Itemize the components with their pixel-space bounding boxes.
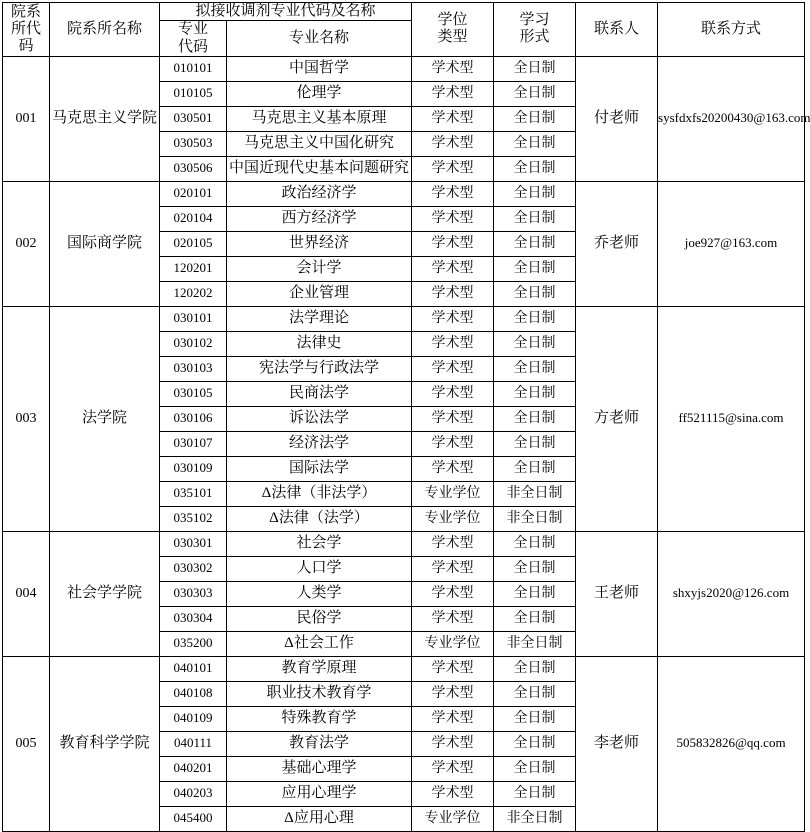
degree-type-cell: 学术型 [412, 331, 494, 356]
major-code-cell: 030109 [160, 456, 227, 481]
degree-type-cell: 学术型 [412, 731, 494, 756]
major-name-cell: 应用心理学 [227, 781, 412, 806]
study-form-cell: 全日制 [494, 381, 576, 406]
major-name-cell: 企业管理 [227, 281, 412, 306]
major-name-cell: 教育学原理 [227, 656, 412, 681]
study-form-cell: 全日制 [494, 106, 576, 131]
major-name-cell: 政治经济学 [227, 181, 412, 206]
dept-name-cell: 法学院 [50, 306, 160, 531]
major-code-cell: 040109 [160, 706, 227, 731]
table-row [3, 656, 805, 681]
study-form-cell: 非全日制 [494, 806, 576, 831]
major-code-cell: 010101 [160, 56, 227, 81]
table-row [3, 181, 805, 206]
dept-name-cell: 国际商学院 [50, 181, 160, 306]
major-name-cell: 人口学 [227, 556, 412, 581]
study-form-cell: 全日制 [494, 781, 576, 806]
major-name-cell: 基础心理学 [227, 756, 412, 781]
table-header [3, 3, 805, 57]
header-dept-code-line1: 院系 [10, 3, 41, 20]
study-form-cell: 全日制 [494, 656, 576, 681]
study-form-cell: 全日制 [494, 456, 576, 481]
major-code-cell: 030301 [160, 531, 227, 556]
dept-code-cell: 003 [3, 306, 50, 531]
major-code-cell: 030103 [160, 356, 227, 381]
major-code-cell: 035200 [160, 631, 227, 656]
study-form-cell: 全日制 [494, 281, 576, 306]
major-name-cell: 宪法学与行政法学 [227, 356, 412, 381]
degree-type-cell: 学术型 [412, 231, 494, 256]
header-degree-type [412, 3, 494, 57]
major-code-cell: 040101 [160, 656, 227, 681]
degree-type-cell: 专业学位 [412, 631, 494, 656]
degree-type-cell: 学术型 [412, 81, 494, 106]
header-major-group: 拟接收调剂专业代码及名称 [160, 3, 412, 21]
header-study-form [494, 3, 576, 57]
major-name-cell: 特殊教育学 [227, 706, 412, 731]
contact-person-cell: 王老师 [576, 531, 658, 656]
adjustment-majors-table [2, 2, 810, 832]
major-name-cell: 法律史 [227, 331, 412, 356]
major-code-cell: 030101 [160, 306, 227, 331]
major-code-cell: 030304 [160, 606, 227, 631]
major-name-cell: 经济法学 [227, 431, 412, 456]
major-code-cell: 020101 [160, 181, 227, 206]
major-code-cell: 030105 [160, 381, 227, 406]
major-code-cell: 040201 [160, 756, 227, 781]
major-code-cell: 020104 [160, 206, 227, 231]
degree-type-cell: 学术型 [412, 456, 494, 481]
major-name-cell: 马克思主义基本原理 [227, 106, 412, 131]
dept-code-cell: 001 [3, 56, 50, 181]
major-name-cell: 西方经济学 [227, 206, 412, 231]
study-form-cell: 全日制 [494, 606, 576, 631]
degree-type-cell: 学术型 [412, 706, 494, 731]
degree-type-cell: 学术型 [412, 131, 494, 156]
contact-info-cell: sysfdxfs20200430@163.com [658, 56, 805, 181]
degree-type-cell: 专业学位 [412, 506, 494, 531]
study-form-cell: 非全日制 [494, 481, 576, 506]
major-name-cell: 人类学 [227, 581, 412, 606]
major-code-cell: 030303 [160, 581, 227, 606]
degree-type-cell: 学术型 [412, 256, 494, 281]
major-name-cell: 教育法学 [227, 731, 412, 756]
major-name-cell: 中国哲学 [227, 56, 412, 81]
header-major-name: 专业名称 [227, 21, 412, 57]
major-name-cell: 诉讼法学 [227, 406, 412, 431]
adjustment-majors-table-sheet [2, 2, 808, 832]
degree-type-cell: 学术型 [412, 56, 494, 81]
degree-type-cell: 学术型 [412, 281, 494, 306]
contact-person-cell: 李老师 [576, 656, 658, 831]
study-form-cell: 全日制 [494, 581, 576, 606]
degree-type-cell: 学术型 [412, 556, 494, 581]
table-body [3, 56, 810, 831]
major-code-cell: 040108 [160, 681, 227, 706]
study-form-cell: 全日制 [494, 406, 576, 431]
header-degree-type-line1: 学位 [437, 12, 468, 29]
header-major-code-line1: 专业 [177, 21, 208, 38]
study-form-cell: 全日制 [494, 231, 576, 256]
study-form-cell: 全日制 [494, 706, 576, 731]
dept-name-cell: 社会学学院 [50, 531, 160, 656]
major-name-cell: 社会学 [227, 531, 412, 556]
contact-person-cell: 付老师 [576, 56, 658, 181]
major-name-cell: 国际法学 [227, 456, 412, 481]
major-code-cell: 030302 [160, 556, 227, 581]
major-code-cell: 030501 [160, 106, 227, 131]
degree-type-cell: 学术型 [412, 381, 494, 406]
major-code-cell: 010105 [160, 81, 227, 106]
degree-type-cell: 学术型 [412, 406, 494, 431]
major-code-cell: 030503 [160, 131, 227, 156]
major-name-cell: 中国近现代史基本问题研究 [227, 156, 412, 181]
header-dept-code-line2: 所代 [10, 20, 41, 37]
study-form-cell: 全日制 [494, 131, 576, 156]
major-code-cell: 045400 [160, 806, 227, 831]
study-form-cell: 全日制 [494, 331, 576, 356]
major-code-cell: 020105 [160, 231, 227, 256]
table-row [3, 531, 805, 556]
study-form-cell: 全日制 [494, 206, 576, 231]
header-contact-info: 联系方式 [658, 3, 805, 57]
header-study-form-line1: 学习 [519, 12, 550, 29]
study-form-cell: 全日制 [494, 56, 576, 81]
contact-info-cell: joe927@163.com [658, 181, 805, 306]
dept-name-cell: 马克思主义学院 [50, 56, 160, 181]
major-name-cell: 法学理论 [227, 306, 412, 331]
degree-type-cell: 学术型 [412, 781, 494, 806]
major-code-cell: 040203 [160, 781, 227, 806]
study-form-cell: 全日制 [494, 256, 576, 281]
degree-type-cell: 学术型 [412, 356, 494, 381]
study-form-cell: 全日制 [494, 431, 576, 456]
major-name-cell: 民商法学 [227, 381, 412, 406]
degree-type-cell: 学术型 [412, 581, 494, 606]
study-form-cell: 全日制 [494, 356, 576, 381]
major-code-cell: 035102 [160, 506, 227, 531]
study-form-cell: 非全日制 [494, 631, 576, 656]
header-dept-code [3, 3, 50, 57]
major-code-cell: 035101 [160, 481, 227, 506]
dept-code-cell: 005 [3, 656, 50, 831]
study-form-cell: 全日制 [494, 81, 576, 106]
major-name-cell: Δ法律（非法学） [227, 481, 412, 506]
header-row-1 [3, 3, 805, 21]
degree-type-cell: 学术型 [412, 181, 494, 206]
dept-code-cell: 004 [3, 531, 50, 656]
major-code-cell: 040111 [160, 731, 227, 756]
contact-info-cell: shxyjs2020@126.com [658, 531, 805, 656]
table-row [3, 306, 805, 331]
major-name-cell: Δ应用心理 [227, 806, 412, 831]
degree-type-cell: 学术型 [412, 106, 494, 131]
contact-person-cell: 乔老师 [576, 181, 658, 306]
degree-type-cell: 学术型 [412, 531, 494, 556]
degree-type-cell: 学术型 [412, 656, 494, 681]
major-name-cell: Δ法律（法学） [227, 506, 412, 531]
major-name-cell: 世界经济 [227, 231, 412, 256]
degree-type-cell: 学术型 [412, 306, 494, 331]
degree-type-cell: 学术型 [412, 681, 494, 706]
header-dept-name: 院系所名称 [50, 3, 160, 57]
study-form-cell: 全日制 [494, 156, 576, 181]
study-form-cell: 非全日制 [494, 506, 576, 531]
degree-type-cell: 学术型 [412, 756, 494, 781]
contact-info-cell: 505832826@qq.com [658, 656, 805, 831]
table-row [3, 56, 805, 81]
study-form-cell: 全日制 [494, 181, 576, 206]
degree-type-cell: 专业学位 [412, 481, 494, 506]
header-major-code [160, 21, 227, 57]
study-form-cell: 全日制 [494, 681, 576, 706]
contact-info-cell: ff521115@sina.com [658, 306, 805, 531]
major-name-cell: 职业技术教育学 [227, 681, 412, 706]
header-degree-type-line2: 类型 [437, 29, 468, 46]
major-code-cell: 120202 [160, 281, 227, 306]
major-name-cell: 会计学 [227, 256, 412, 281]
degree-type-cell: 专业学位 [412, 806, 494, 831]
study-form-cell: 全日制 [494, 756, 576, 781]
major-code-cell: 030107 [160, 431, 227, 456]
major-code-cell: 120201 [160, 256, 227, 281]
major-name-cell: 民俗学 [227, 606, 412, 631]
dept-name-cell: 教育科学学院 [50, 656, 160, 831]
major-code-cell: 030102 [160, 331, 227, 356]
major-code-cell: 030506 [160, 156, 227, 181]
contact-person-cell: 方老师 [576, 306, 658, 531]
major-code-cell: 030106 [160, 406, 227, 431]
study-form-cell: 全日制 [494, 531, 576, 556]
major-name-cell: Δ社会工作 [227, 631, 412, 656]
header-major-code-line2: 代码 [177, 38, 208, 55]
major-name-cell: 马克思主义中国化研究 [227, 131, 412, 156]
degree-type-cell: 学术型 [412, 606, 494, 631]
study-form-cell: 全日制 [494, 306, 576, 331]
study-form-cell: 全日制 [494, 731, 576, 756]
dept-code-cell: 002 [3, 181, 50, 306]
study-form-cell: 全日制 [494, 556, 576, 581]
header-contact-person: 联系人 [576, 3, 658, 57]
header-study-form-line2: 形式 [519, 29, 550, 46]
degree-type-cell: 学术型 [412, 156, 494, 181]
header-dept-code-line3: 码 [18, 38, 34, 54]
degree-type-cell: 学术型 [412, 206, 494, 231]
major-name-cell: 伦理学 [227, 81, 412, 106]
degree-type-cell: 学术型 [412, 431, 494, 456]
